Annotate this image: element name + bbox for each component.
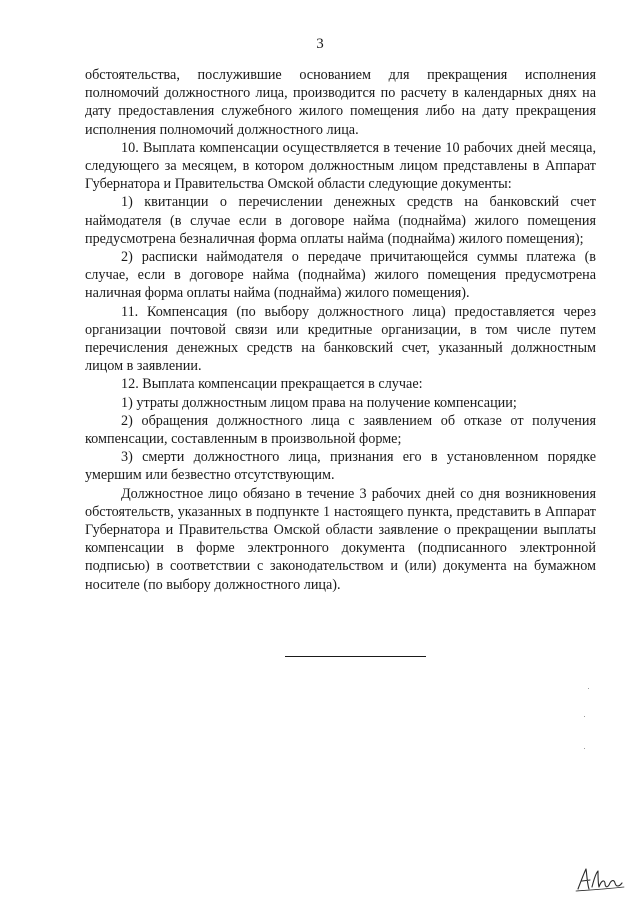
paragraph: 12. Выплата компенсации прекращается в случае: <box>121 376 423 393</box>
list-item: 2) расписки наймодателя о передаче причитающейся суммы платежа (в случае, если в договоре найма (поднайма) жилого помещения предусмотрена наличная форма оплаты найма (поднайма) жилого помещения). <box>85 249 596 302</box>
page-number: 3 <box>316 36 324 52</box>
list-item: 2) обращения должностного лица с заявлением об отказе от получения компенсации, составленным в произвольной форме; <box>85 412 596 448</box>
scan-speck <box>584 716 585 717</box>
scan-speck <box>588 688 589 689</box>
handwritten-initials-icon <box>572 863 628 895</box>
list-item: 1) квитанции о перечислении денежных средств на банковский счет наймодателя (в случае если в договоре найма (поднайма) жилого помещения предусмотрена безналичная форма оплаты найма (поднайма) жилого помещения); <box>85 194 596 247</box>
signature-line <box>285 656 426 657</box>
paragraph: 11. Компенсация (по выбору должностного лица) предоставляется через организации почтовой связи или кредитные организации, в том числе путем перечисления денежных средств на банковский счет, указанный должностным лицом в заявлении. <box>85 303 596 375</box>
paragraph: Должностное лицо обязано в течение 3 рабочих дней со дня возникновения обстоятельств, указанных в подпункте 1 настоящего пункта, представить в Аппарат Губернатора и Правительства Омской области заявление о прекращении выплаты компенсации в форме электронного документа (подписанного электронной подписью) в соответствии с законодательством и (или) документа на бумажном носителе (по выбору должностного лица). <box>85 485 596 593</box>
document-body <box>85 66 596 594</box>
list-item: 1) утраты должностным лицом права на получение компенсации; <box>121 394 517 411</box>
paragraph: 10. Выплата компенсации осуществляется в течение 10 рабочих дней месяца, следующего за месяцем, в котором должностным лицом представлены в Аппарат Губернатора и Правительства Омской области следующие документы: <box>85 139 596 193</box>
scan-speck <box>584 748 585 749</box>
paragraph: обстоятельства, послужившие основанием для прекращения исполнения полномочий должностного лица, производится по расчету в календарных днях на дату предоставления служебного жилого помещения либо на дату прекращения исполнения полномочий должностного лица. <box>85 67 596 138</box>
list-item: 3) смерти должностного лица, признания его в установленном порядке умершим или безвестно отсутствующим. <box>85 449 596 484</box>
